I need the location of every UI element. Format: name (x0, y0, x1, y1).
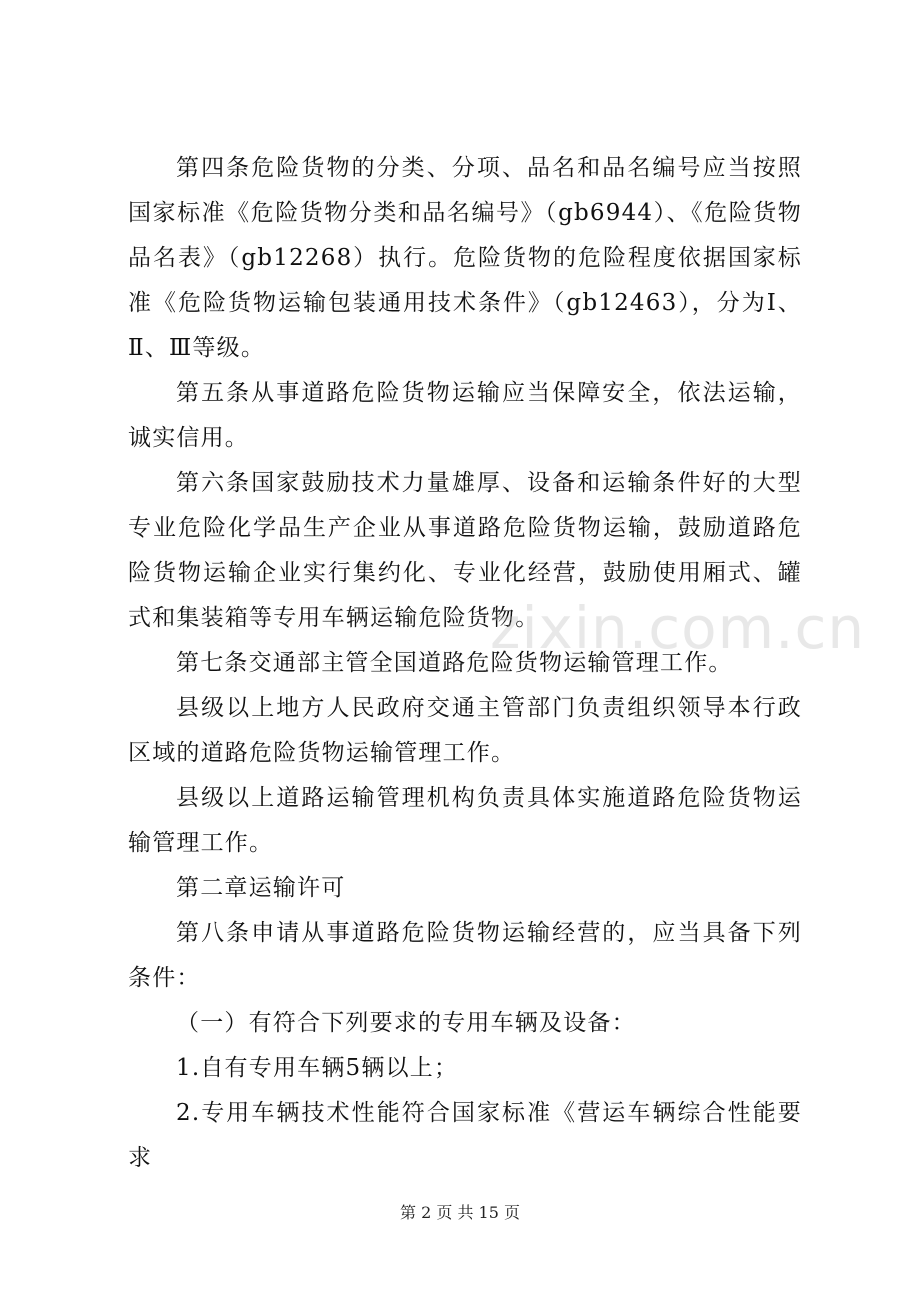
list-item-1: （一）有符合下列要求的专用车辆及设备： (176, 1010, 636, 1036)
paragraph-article-5: 第五条从事道路危险货物运输应当保障安全，依法运输，诚实信用。 (128, 380, 802, 451)
list-subitem-1: 1.自有专用车辆5辆以上； (176, 1055, 459, 1081)
paragraph-transport-agency: 县级以上道路运输管理机构负责具体实施道路危险货物运输管理工作。 (128, 785, 802, 856)
paragraph-article-7: 第七条交通部主管全国道路危险货物运输管理工作。 (176, 650, 733, 676)
paragraph-article-6: 第六条国家鼓励技术力量雄厚、设备和运输条件好的大型专业危险化学品生产企业从事道路危险货物运输，鼓励道路危险货物运输企业实行集约化、专业化经营，鼓励使用厢式、罐式和集装箱等专用车辆运输危险货物。 (128, 470, 802, 631)
chapter-heading: 第二章运输许可 (176, 875, 346, 901)
list-subitem-2: 2.专用车辆技术性能符合国家标准《营运车辆综合性能要求 (128, 1100, 802, 1171)
paragraph-local-government: 县级以上地方人民政府交通主管部门负责组织领导本行政区域的道路危险货物运输管理工作。 (128, 695, 802, 766)
paragraph-article-8: 第八条申请从事道路危险货物运输经营的，应当具备下列条件： (128, 920, 802, 991)
document-body (128, 146, 802, 1181)
paragraph-article-4: 第四条危险货物的分类、分项、品名和品名编号应当按照国家标准《危险货物分类和品名编号》（gb6944）、《危险货物品名表》（gb12268）执行。危险货物的危险程度依据国家标准《危险货物运输包装通用技术条件》（gb12463），分为Ⅰ、Ⅱ、Ⅲ等级。 (128, 155, 802, 361)
watermark: zixin.com.cn (490, 594, 866, 662)
page-footer: 第 2 页 共 15 页 (400, 1203, 520, 1222)
